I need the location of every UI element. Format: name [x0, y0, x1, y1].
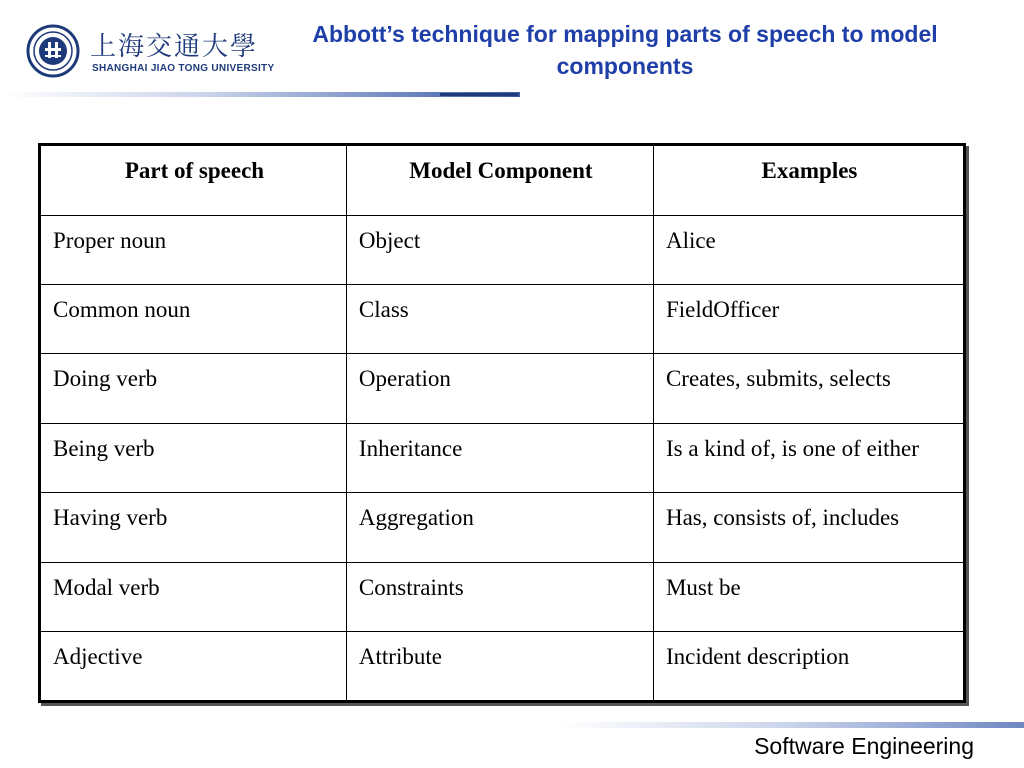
logo-chinese-name: 上海交通大學 — [90, 32, 259, 62]
mapping-table — [38, 143, 966, 703]
table-cell: Having verb — [40, 493, 347, 562]
slide-title: Abbott’s technique for mapping parts of speech to model components — [312, 21, 938, 79]
table-cell: Adjective — [40, 632, 347, 702]
table-cell: Operation — [346, 354, 653, 423]
table-cell: Incident description — [653, 632, 964, 702]
table-cell: Constraints — [346, 562, 653, 631]
table-cell: Is a kind of, is one of either — [653, 423, 964, 492]
table-row — [40, 562, 965, 631]
table-cell: Proper noun — [40, 215, 347, 284]
table-cell: Attribute — [346, 632, 653, 702]
footer-divider — [560, 722, 1024, 728]
table-cell: Common noun — [40, 284, 347, 353]
table-cell: Has, consists of, includes — [653, 493, 964, 562]
table-row — [40, 284, 965, 353]
column-header-model-component: Model Component — [346, 145, 653, 216]
university-seal-icon — [26, 24, 80, 78]
table-header-row — [40, 145, 965, 216]
table-cell: Doing verb — [40, 354, 347, 423]
table-row — [40, 215, 965, 284]
table-row — [40, 354, 965, 423]
table-cell: Must be — [653, 562, 964, 631]
table-cell: Inheritance — [346, 423, 653, 492]
table-row — [40, 632, 965, 702]
table-cell: Aggregation — [346, 493, 653, 562]
column-header-examples: Examples — [653, 145, 964, 216]
table-row — [40, 423, 965, 492]
logo-english-name: SHANGHAI JIAO TONG UNIVERSITY — [92, 63, 275, 74]
university-logo — [20, 18, 275, 80]
footer-course-name: Software Engineering — [754, 733, 974, 759]
header-divider-accent — [440, 93, 518, 96]
table-cell: Being verb — [40, 423, 347, 492]
table-cell: Alice — [653, 215, 964, 284]
column-header-part-of-speech: Part of speech — [40, 145, 347, 216]
table-cell: Object — [346, 215, 653, 284]
table-cell: Class — [346, 284, 653, 353]
table-cell: Creates, submits, selects — [653, 354, 964, 423]
table-cell: FieldOfficer — [653, 284, 964, 353]
table-cell: Modal verb — [40, 562, 347, 631]
table-row — [40, 493, 965, 562]
